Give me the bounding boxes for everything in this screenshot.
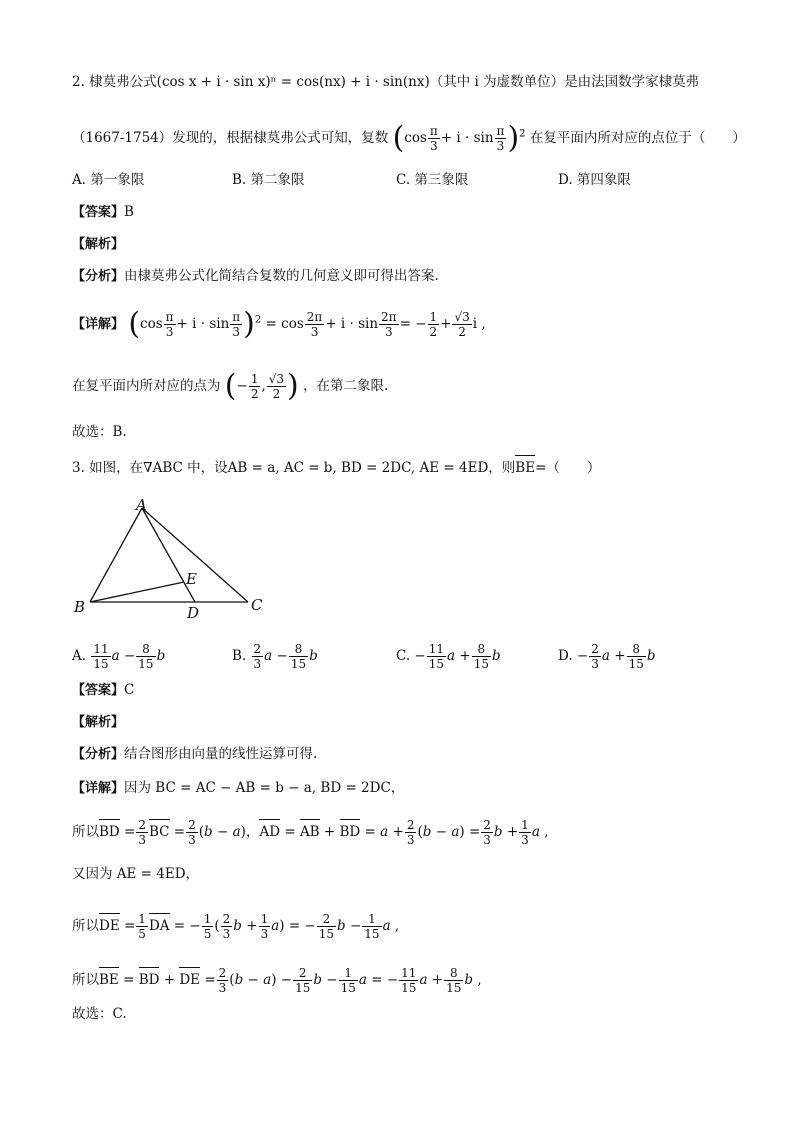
q2-stem-pre: （1667-1754）发现的，根据棣莫弗公式可知，复数 xyxy=(72,130,389,146)
label-c: C xyxy=(251,596,263,614)
label-b: B xyxy=(74,598,86,616)
segment-be xyxy=(90,582,184,602)
q2-stem-post: 在复平面内所对应的点位于（ ） xyxy=(529,130,746,146)
q3-answer: 【答案】C xyxy=(72,682,135,698)
q3-detail-4: 所以DE = $\frac{1}{5}$ DA = − $\frac{1}{5}$ ( $\frac{2}{3}$ b + $\frac{1}{3}$ a) = − $\frac{2}{15}$ b − $\frac{1}{15}$ a , xyxy=(72,912,400,941)
q2-expression: (cos $\frac{\pi}{3}$ + i · sin $\frac{\pi}{3}$ )$^2$ xyxy=(392,120,526,156)
q3-analysis-tag: 【解析】 xyxy=(72,715,125,730)
q2-answer: 【答案】B xyxy=(72,204,134,220)
q3-option-c: C. − $\frac{11}{15}$ a + $\frac{8}{15}$ b xyxy=(396,642,501,671)
q2-stem-line1: 2. 棣莫弗公式(cos x + i · sin x)ⁿ = cos(nx) + i · sin(nx)（其中 i 为虚数单位）是由法国数学家棣莫弗 xyxy=(72,74,700,90)
q2-analysis-tag: 【解析】 xyxy=(72,237,125,252)
label-e: E xyxy=(186,570,197,588)
q3-detail-5: 所以BE = BD + DE = $\frac{2}{3}$ (b − a) − $\frac{2}{15}$ b − $\frac{1}{15}$ a = − $\frac{11}{15}$ a + $\frac{8}{15}$ b , xyxy=(72,966,482,995)
q2-fenxi: 【分析】由棣莫弗公式化简结合复数的几何意义即可得出答案. xyxy=(72,268,439,284)
q2-option-a: A. 第一象限 xyxy=(72,172,145,188)
q3-detail-3: 又因为 AE = 4ED， xyxy=(72,866,200,882)
edge-ab xyxy=(90,508,142,602)
q3-option-b: B. $\frac{2}{3}$ a − $\frac{8}{15}$ b xyxy=(232,642,318,671)
label-a: A xyxy=(136,496,147,514)
q2-point: 在复平面内所对应的点为 (− $\frac{1}{2}$ , $\frac{√3}{2}$ ) ，在第二象限. xyxy=(72,368,389,404)
q3-option-d: D. − $\frac{2}{3}$ a + $\frac{8}{15}$ b xyxy=(558,642,656,671)
triangle-figure xyxy=(70,496,280,626)
q3-detail-2: 所以BD = $\frac{2}{3}$ BC = $\frac{2}{3}$ (b − a)，AD = AB + BD = a + $\frac{2}{3}$ (b − a) = $\frac{2}{3}$ b + $\frac{1}{3}$ a , xyxy=(72,818,549,847)
q2-stem-line2 xyxy=(72,120,746,156)
q3-fenxi: 【分析】结合图形由向量的线性运算可得. xyxy=(72,746,318,762)
q2-choose: 故选：B. xyxy=(72,424,127,440)
q3-choose: 故选：C. xyxy=(72,1006,127,1022)
q2-detail: 【详解】 (cos $\frac{\pi}{3}$ + i · sin $\frac{\pi}{3}$ )$^2$ = cos $\frac{2\pi}{3}$ + i · sin $\frac{2\pi}{3}$ = − $\frac{1}{2}$ + $\frac{√3}{2}$ i , xyxy=(72,306,486,342)
q2-option-d: D. 第四象限 xyxy=(558,172,631,188)
q2-option-c: C. 第三象限 xyxy=(396,172,469,188)
q2-option-b: B. 第二象限 xyxy=(232,172,305,188)
q3-option-a: A. $\frac{11}{15}$ a − $\frac{8}{15}$ b xyxy=(72,642,166,671)
q3-detail-1: 【详解】因为 BC = AC − AB = b − a, BD = 2DC， xyxy=(72,780,405,796)
label-d: D xyxy=(187,604,200,622)
q3-stem: 3. 如图，在∇ABC 中，设AB = a, AC = b, BD = 2DC, AE = 4ED，则BE=（ ） xyxy=(72,460,601,476)
